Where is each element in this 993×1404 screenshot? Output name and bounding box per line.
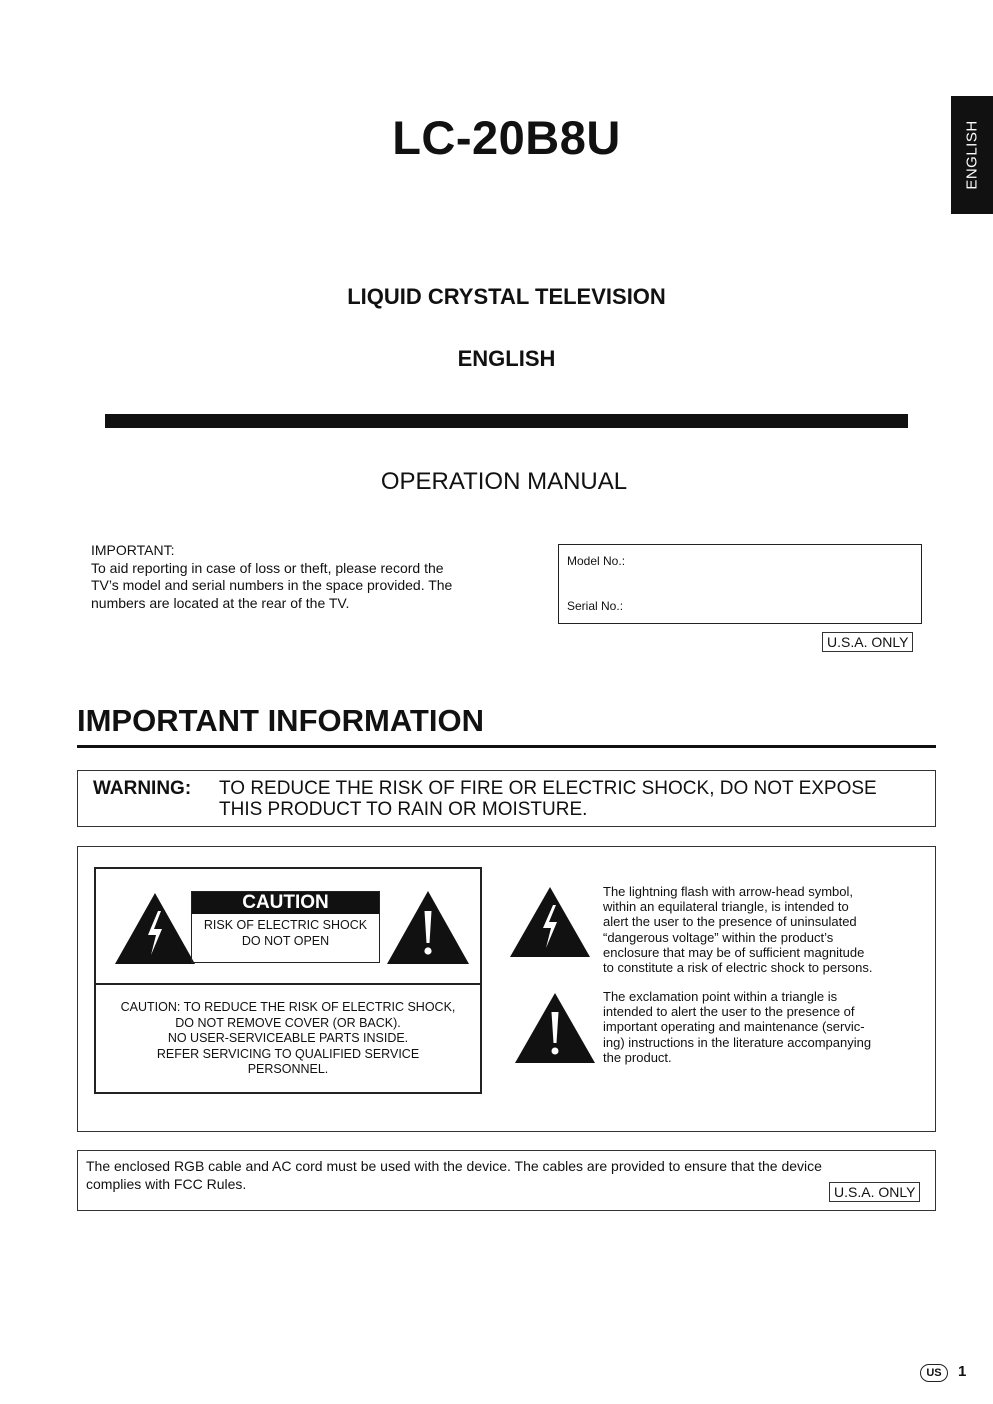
lightning-description-line: within an equilateral triangle, is intended to bbox=[603, 899, 849, 915]
section-underline bbox=[77, 745, 936, 748]
lightning-description-line: alert the user to the presence of uninsulated bbox=[603, 914, 857, 930]
fcc-note-line: complies with FCC Rules. bbox=[86, 1175, 247, 1192]
usa-only-tag: U.S.A. ONLY bbox=[822, 632, 913, 652]
language-title: ENGLISH bbox=[457, 346, 556, 371]
lightning-description-line: enclosure that may be of sufficient magnitude bbox=[603, 944, 865, 960]
caution-label bbox=[191, 891, 380, 963]
language-side-tab-label: ENGLISH bbox=[963, 120, 981, 190]
warning-box bbox=[77, 770, 936, 827]
lightning-description-line: The lightning flash with arrow-head symbol, bbox=[603, 884, 854, 899]
serial-number-label: Serial No.: bbox=[567, 599, 624, 613]
product-type-title: LIQUID CRYSTAL TELEVISION bbox=[347, 284, 666, 309]
caution-warning-line: CAUTION: TO REDUCE THE RISK OF ELECTRIC SHOCK, bbox=[120, 1000, 456, 1014]
exclamation-description-line: important operating and maintenance (servic- bbox=[603, 1019, 865, 1035]
warning-text bbox=[219, 778, 919, 820]
record-note-line: TV’s model and serial numbers in the space provided. The bbox=[91, 577, 453, 593]
lightning-symbol-description bbox=[603, 884, 913, 975]
exclamation-description-line: ing) instructions in the literature accompanying bbox=[603, 1034, 872, 1050]
warning-label: WARNING: bbox=[93, 778, 192, 799]
lightning-description-line: to constitute a risk of electric shock to persons. bbox=[603, 960, 873, 976]
caution-section bbox=[77, 846, 936, 1132]
exclamation-description-line: The exclamation point within a triangle is bbox=[603, 989, 838, 1004]
fcc-note-line: The enclosed RGB cable and AC cord must be used with the device. The cables are provided to ensure that the device bbox=[86, 1158, 822, 1174]
exclamation-warning-icon bbox=[387, 891, 469, 964]
record-note-line: numbers are located at the rear of the TV. bbox=[91, 594, 350, 611]
exclamation-symbol-icon bbox=[515, 993, 595, 1063]
warning-text-line: TO REDUCE THE RISK OF FIRE OR ELECTRIC SHOCK, DO NOT EXPOSE bbox=[219, 778, 877, 799]
exclamation-description-line: the product. bbox=[603, 1049, 672, 1065]
caution-warning-line: REFER SERVICING TO QUALIFIED SERVICE bbox=[156, 1046, 420, 1061]
exclamation-symbol-description bbox=[603, 989, 913, 1065]
model-serial-record-box bbox=[558, 544, 922, 624]
lightning-symbol-icon bbox=[510, 887, 590, 957]
warning-text-line: THIS PRODUCT TO RAIN OR MOISTURE. bbox=[219, 799, 588, 820]
caution-line: DO NOT OPEN bbox=[241, 934, 330, 948]
exclamation-description-line: intended to alert the user to the presence of bbox=[603, 1004, 855, 1020]
caution-warning-line: NO USER-SERVICEABLE PARTS INSIDE. bbox=[167, 1031, 409, 1045]
record-note-heading: IMPORTANT: bbox=[91, 542, 175, 558]
page-number: 1 bbox=[958, 1363, 967, 1380]
record-note bbox=[91, 542, 511, 612]
us-region-badge: US bbox=[920, 1364, 948, 1382]
fcc-usa-only-tag: U.S.A. ONLY bbox=[829, 1182, 920, 1202]
caution-warning-text bbox=[96, 1000, 480, 1078]
manual-title: OPERATION MANUAL bbox=[380, 468, 628, 495]
caution-panel-divider bbox=[96, 983, 480, 985]
caution-header: CAUTION bbox=[192, 892, 379, 914]
section-heading: IMPORTANT INFORMATION bbox=[77, 703, 484, 738]
caution-line: RISK OF ELECTRIC SHOCK bbox=[203, 918, 368, 932]
fcc-note-text bbox=[86, 1158, 926, 1193]
caution-warning-line: PERSONNEL. bbox=[247, 1062, 329, 1076]
record-note-line: To aid reporting in case of loss or theft, please record the bbox=[91, 559, 444, 576]
lightning-warning-icon bbox=[115, 893, 195, 964]
caution-warning-line: DO NOT REMOVE COVER (OR BACK). bbox=[175, 1015, 401, 1030]
lightning-description-line: “dangerous voltage” within the product’s bbox=[603, 929, 834, 945]
caution-label-panel bbox=[94, 867, 482, 1094]
model-number-label: Model No.: bbox=[567, 554, 626, 568]
title-divider-bar bbox=[105, 414, 908, 428]
fcc-note-box bbox=[77, 1150, 936, 1211]
model-number-title: LC-20B8U bbox=[392, 111, 621, 164]
